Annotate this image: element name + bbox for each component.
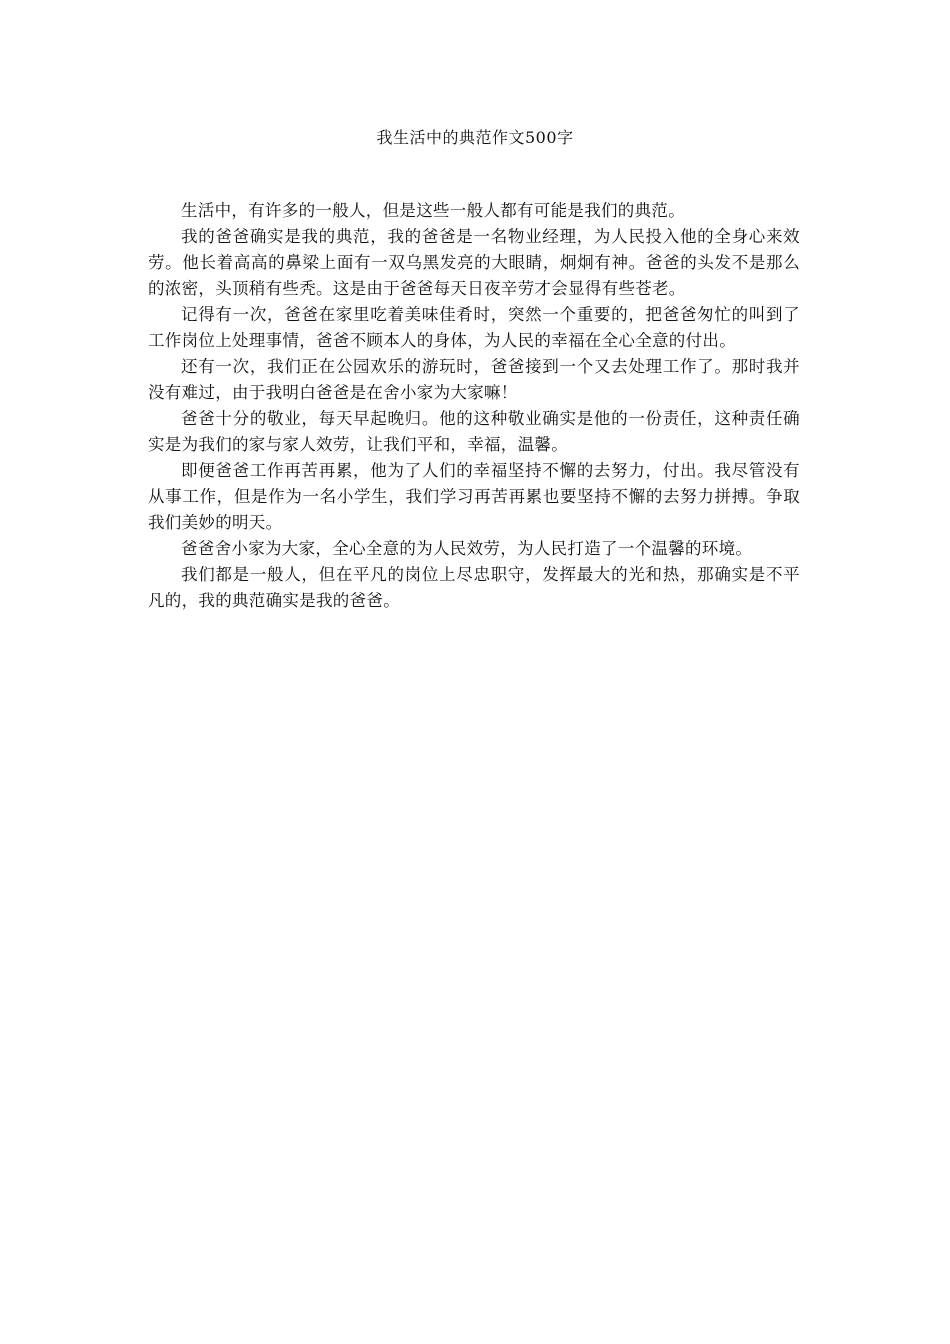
paragraph-1: 生活中，有许多的一般人，但是这些一般人都有可能是我们的典范。 xyxy=(181,201,685,220)
document-body xyxy=(148,198,800,614)
paragraph-5: 爸爸十分的敬业，每天早起晚归。他的这种敬业确实是他的一份责任，这种责任确实是为我们的家与家人效劳，让我们平和，幸福，温馨。 xyxy=(148,409,800,454)
paragraph-8: 我们都是一般人，但在平凡的岗位上尽忠职守，发挥最大的光和热，那确实是不平凡的，我的典范确实是我的爸爸。 xyxy=(148,565,800,610)
paragraph-2: 我的爸爸确实是我的典范，我的爸爸是一名物业经理，为人民投入他的全身心来效劳。他长着高高的鼻梁上面有一双乌黑发亮的大眼睛，炯炯有神。爸爸的头发不是那么的浓密，头顶稍有些秃。这是由于爸爸每天日夜辛劳才会显得有些苍老。 xyxy=(148,227,800,298)
paragraph-3: 记得有一次，爸爸在家里吃着美味佳肴时，突然一个重要的，把爸爸匆忙的叫到了工作岗位上处理事情，爸爸不顾本人的身体，为人民的幸福在全心全意的付出。 xyxy=(148,305,800,350)
document-title: 我生活中的典范作文500字 xyxy=(376,128,574,147)
paragraph-7: 爸爸舍小家为大家，全心全意的为人民效劳，为人民打造了一个温馨的环境。 xyxy=(181,539,753,558)
paragraph-4: 还有一次，我们正在公园欢乐的游玩时，爸爸接到一个又去处理工作了。那时我并没有难过，由于我明白爸爸是在舍小家为大家嘛！ xyxy=(148,357,800,402)
paragraph-6: 即便爸爸工作再苦再累，他为了人们的幸福坚持不懈的去努力，付出。我尽管没有从事工作，但是作为一名小学生，我们学习再苦再累也要坚持不懈的去努力拼搏。争取我们美妙的明天。 xyxy=(148,461,800,532)
